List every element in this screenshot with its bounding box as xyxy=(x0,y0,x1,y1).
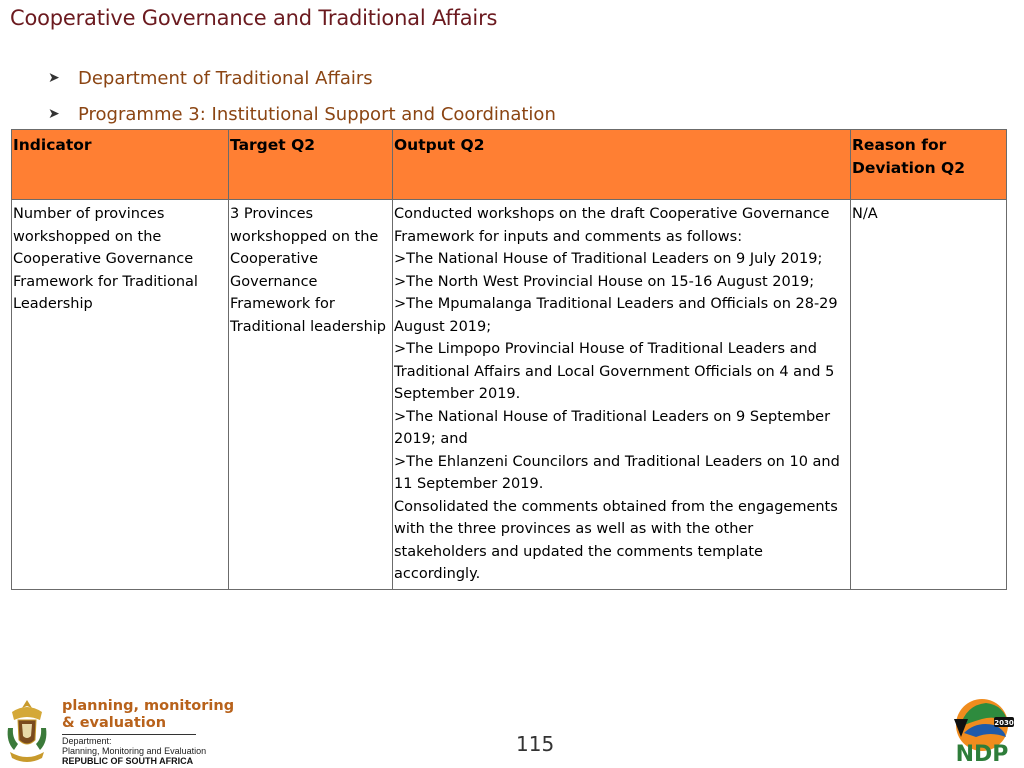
department-name: Planning, Monitoring and Evaluation xyxy=(62,745,207,756)
department-label: Department: xyxy=(62,736,112,746)
ndp-2030-logo-icon xyxy=(946,697,1016,765)
column-header-output: Output Q2 xyxy=(393,130,851,200)
table-row xyxy=(12,200,1007,590)
bullet-text: Department of Traditional Affairs xyxy=(78,67,373,89)
arrow-bullet-icon: ➤ xyxy=(48,70,60,86)
bullet-text: Programme 3: Institutional Support and Coordination xyxy=(78,103,556,125)
output-cell xyxy=(393,200,851,590)
performance-table xyxy=(11,129,1007,590)
bullet-item xyxy=(48,96,556,132)
page-title: Cooperative Governance and Traditional Affairs xyxy=(10,6,498,30)
reason-cell: N/A xyxy=(851,200,1007,590)
column-header-indicator: Indicator xyxy=(12,130,229,200)
divider xyxy=(62,734,196,735)
country-name: REPUBLIC OF SOUTH AFRICA xyxy=(62,756,194,766)
table-header-row xyxy=(12,130,1007,200)
output-line: >The North West Provincial House on 15-16 August 2019; xyxy=(394,273,815,290)
output-line: Conducted workshops on the draft Cooperative Governance Framework for inputs and comments as follows: xyxy=(394,206,830,245)
output-line: >The Mpumalanga Traditional Leaders and Officials on 28-29 August 2019; xyxy=(394,296,838,335)
output-line: >The Ehlanzeni Councilors and Traditional Leaders on 10 and 11 September 2019. xyxy=(394,453,840,492)
output-line: >The National House of Traditional Leaders on 9 September 2019; and xyxy=(394,408,831,447)
pme-title-line: planning, monitoring xyxy=(62,698,235,714)
dpme-logo xyxy=(4,698,234,766)
indicator-cell: Number of provinces workshopped on the Cooperative Governance Framework for Traditional Leadership xyxy=(12,200,229,590)
page-number: 115 xyxy=(516,732,555,756)
column-header-reason: Reason for Deviation Q2 xyxy=(851,130,1007,200)
target-cell: 3 Provinces workshopped on the Cooperative Governance Framework for Traditional leadership xyxy=(229,200,393,590)
ndp-badge-text: NDP xyxy=(955,742,1009,765)
pme-title-line: & evaluation xyxy=(62,715,167,731)
output-line: >The National House of Traditional Leaders on 9 July 2019; xyxy=(394,251,823,267)
output-line: >The Limpopo Provincial House of Traditional Leaders and Traditional Affairs and Local Government Officials on 4 and 5 September 2019. xyxy=(394,341,835,402)
arrow-bullet-icon: ➤ xyxy=(48,106,60,122)
output-line: Consolidated the comments obtained from the engagements with the three provinces as well as with the other stakeholders and updated the comments template accordingly. xyxy=(394,498,838,582)
column-header-target: Target Q2 xyxy=(229,130,393,200)
coat-of-arms-icon xyxy=(4,698,50,764)
bullet-item xyxy=(48,60,556,96)
bullet-list xyxy=(48,60,556,132)
ndp-year: 2030 xyxy=(994,719,1014,727)
